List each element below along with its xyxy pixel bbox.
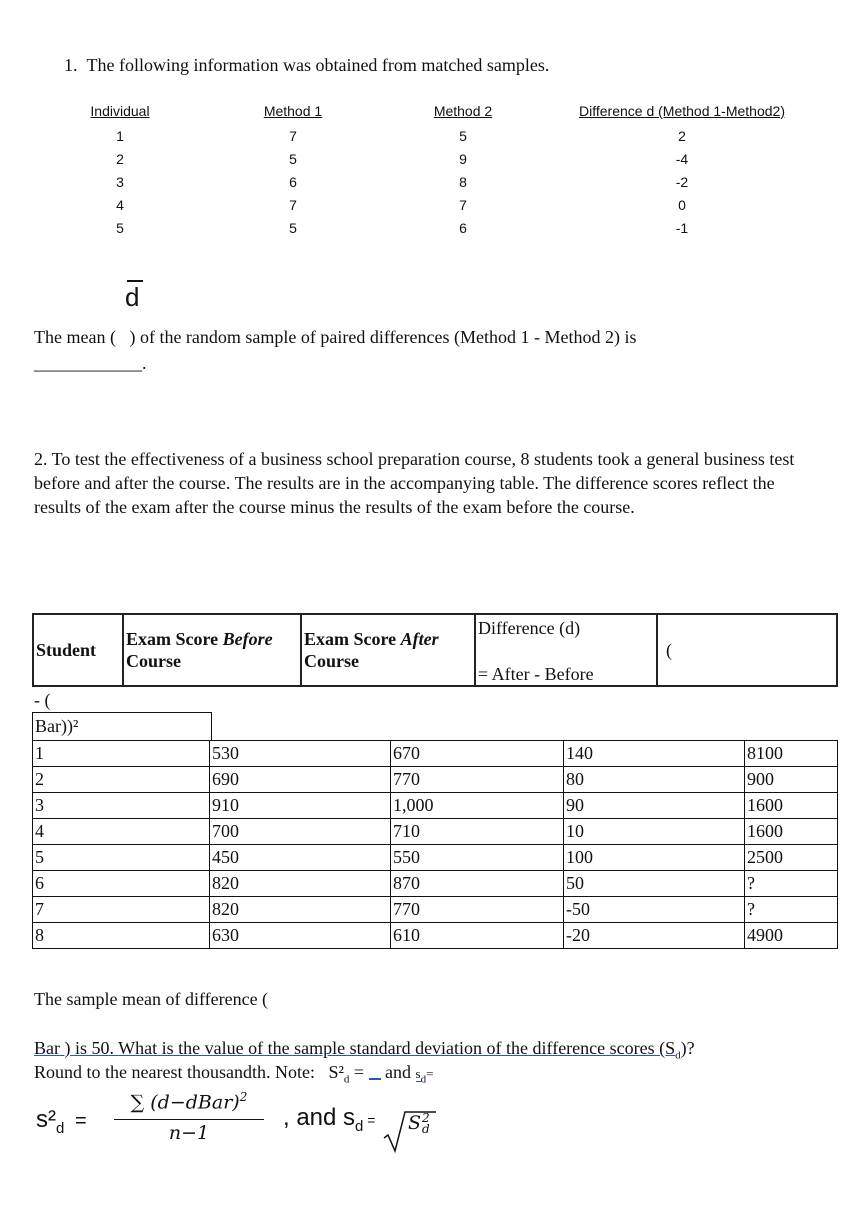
q1-cell: 9 xyxy=(459,151,467,167)
overflow-cell xyxy=(32,712,212,740)
q2-question-a-wrap xyxy=(34,1038,675,1058)
q1-cell: 4 xyxy=(116,197,124,213)
cell-diff: 100 xyxy=(564,845,745,871)
q1-cell: 5 xyxy=(289,151,297,167)
cell-diff: 50 xyxy=(564,871,745,897)
formula-lhs xyxy=(36,1106,87,1137)
cell-before: 700 xyxy=(210,819,391,845)
header-last-text: ( xyxy=(666,639,672,660)
q1-col-method2: Method 2 xyxy=(433,103,493,119)
cell-student: 5 xyxy=(33,845,210,871)
cell-after: 610 xyxy=(391,923,564,949)
q1-col-individual: Individual xyxy=(90,103,150,119)
cell-after: 770 xyxy=(391,767,564,793)
cell-before: 450 xyxy=(210,845,391,871)
header-before-a: Exam Score xyxy=(126,629,223,649)
q1-cell: 6 xyxy=(459,220,467,236)
q1-cell: 5 xyxy=(459,128,467,144)
q1-cell: -4 xyxy=(675,151,689,167)
q1-cell: 7 xyxy=(289,197,297,213)
table-row xyxy=(33,741,838,767)
cell-after: 710 xyxy=(391,819,564,845)
q2-round-b: = xyxy=(349,1062,369,1082)
q1-cell: 8 xyxy=(459,174,467,190)
cell-student: 6 xyxy=(33,871,210,897)
q1-cell: 1 xyxy=(116,128,124,144)
table-row xyxy=(33,923,838,949)
formula-eq: = xyxy=(75,1110,87,1132)
formula-root-exp: 2 xyxy=(422,1111,430,1125)
table-row xyxy=(33,845,838,871)
cell-sq: 1600 xyxy=(745,793,838,819)
header-difference xyxy=(475,614,657,686)
table-row xyxy=(33,793,838,819)
q1-answer-blank[interactable]: ____________. xyxy=(34,353,147,373)
table-row xyxy=(33,767,838,793)
q2-round-a: Round to the nearest thousandth. Note: S² xyxy=(34,1062,344,1082)
cell-before: 690 xyxy=(210,767,391,793)
header-diff-a: Difference (d) xyxy=(478,618,581,638)
q2-question xyxy=(34,1038,695,1062)
overflow-text-a: - ( xyxy=(34,690,51,710)
q1-col-difference: Difference d (Method 1-Method2) xyxy=(579,103,785,119)
formula-root-s: S xyxy=(408,1112,422,1134)
q1-cell: 5 xyxy=(289,220,297,236)
equation-placeholder[interactable] xyxy=(369,1078,381,1080)
header-before-c: Course xyxy=(126,651,181,671)
cell-diff: -50 xyxy=(564,897,745,923)
formula-numerator-text: ∑ (d−dBar) xyxy=(130,1091,240,1114)
formula-mid-eq: = xyxy=(363,1112,376,1128)
cell-student: 1 xyxy=(33,741,210,767)
cell-sq: 4900 xyxy=(745,923,838,949)
formula-root-sub: d xyxy=(422,1122,430,1136)
q1-cell: -2 xyxy=(675,174,689,190)
formula-fraction-bar xyxy=(114,1119,264,1120)
cell-student: 7 xyxy=(33,897,210,923)
cell-diff: -20 xyxy=(564,923,745,949)
header-after xyxy=(301,614,475,686)
q2-header-table xyxy=(32,613,838,687)
table-row xyxy=(33,897,838,923)
q2-mean-line: The sample mean of difference ( xyxy=(34,989,269,1009)
cell-before: 820 xyxy=(210,897,391,923)
cell-diff: 80 xyxy=(564,767,745,793)
q1-cell: -1 xyxy=(675,220,689,236)
header-after-a: Exam Score xyxy=(304,629,401,649)
header-after-c: Course xyxy=(304,651,359,671)
cell-before: 820 xyxy=(210,871,391,897)
formula-root xyxy=(408,1112,430,1135)
cell-after: 550 xyxy=(391,845,564,871)
cell-sq[interactable]: ? xyxy=(745,897,838,923)
table-row xyxy=(33,871,838,897)
q1-cell: 3 xyxy=(116,174,124,190)
cell-before: 910 xyxy=(210,793,391,819)
table-row xyxy=(33,819,838,845)
q1-col-method1: Method 1 xyxy=(263,103,323,119)
q1-cell: 5 xyxy=(116,220,124,236)
cell-diff: 10 xyxy=(564,819,745,845)
q1-cell: 2 xyxy=(116,151,124,167)
q1-mean-sentence: The mean ( ) of the random sample of paired differences (Method 1 - Method 2) is xyxy=(34,327,637,347)
formula-lhs-sub: d xyxy=(56,1119,65,1137)
cell-diff: 90 xyxy=(564,793,745,819)
overflow-text-b: Bar))² xyxy=(35,716,79,736)
q2-paragraph: 2. To test the effectiveness of a business school preparation course, 8 students took a general business test before and after the course. The results are in the accompanying table. The difference scores reflect the results of the exam after the course minus the results of the exam before the course. xyxy=(34,449,795,517)
cell-sq: 2500 xyxy=(745,845,838,871)
header-student: Student xyxy=(33,614,123,686)
cell-sq: 900 xyxy=(745,767,838,793)
q2-data-table xyxy=(32,740,838,949)
q1-cell: 7 xyxy=(289,128,297,144)
q2-round-d-sub: d xyxy=(420,1073,427,1086)
cell-student: 8 xyxy=(33,923,210,949)
cell-before: 630 xyxy=(210,923,391,949)
q1-heading: 1. The following information was obtained from matched samples. xyxy=(64,55,550,75)
cell-student: 3 xyxy=(33,793,210,819)
cell-sq[interactable]: ? xyxy=(745,871,838,897)
q2-question-a: Bar ) is 50. What is the value of the sample standard deviation of the difference scores (S xyxy=(34,1038,676,1058)
header-before-b: Before xyxy=(222,629,273,649)
cell-after: 670 xyxy=(391,741,564,767)
formula-num-exp: 2 xyxy=(239,1090,248,1104)
cell-student: 4 xyxy=(33,819,210,845)
cell-after: 870 xyxy=(391,871,564,897)
cell-sq: 8100 xyxy=(745,741,838,767)
q1-cell: 7 xyxy=(459,197,467,213)
cell-student: 2 xyxy=(33,767,210,793)
header-after-b: After xyxy=(400,629,439,649)
formula-lhs-s: s² xyxy=(36,1106,56,1133)
formula-mid-sub: d xyxy=(355,1117,364,1135)
q2-question-b: )? xyxy=(680,1038,695,1058)
header-diff-b: = After - Before xyxy=(478,664,594,684)
q1-cell: 2 xyxy=(678,128,686,144)
q2-round-line xyxy=(34,1062,433,1086)
header-before xyxy=(123,614,301,686)
cell-after: 1,000 xyxy=(391,793,564,819)
q2-round-e: = xyxy=(426,1066,434,1081)
q2-round-sub: d xyxy=(343,1073,350,1086)
formula-numerator xyxy=(114,1090,264,1113)
q2-round-c: and xyxy=(380,1062,416,1082)
cell-after: 770 xyxy=(391,897,564,923)
cell-sq: 1600 xyxy=(745,819,838,845)
q1-cell: 0 xyxy=(678,197,686,213)
formula-mid xyxy=(283,1104,375,1135)
q1-cell: 6 xyxy=(289,174,297,190)
formula-denominator: n−1 xyxy=(168,1122,210,1144)
cell-before: 530 xyxy=(210,741,391,767)
formula-mid-text: , and s xyxy=(283,1104,356,1131)
header-last xyxy=(657,614,837,686)
cell-diff: 140 xyxy=(564,741,745,767)
dbar-symbol: d xyxy=(125,282,140,312)
q2-question-sub: d xyxy=(675,1049,681,1062)
q2-round-d: s xyxy=(415,1066,421,1081)
